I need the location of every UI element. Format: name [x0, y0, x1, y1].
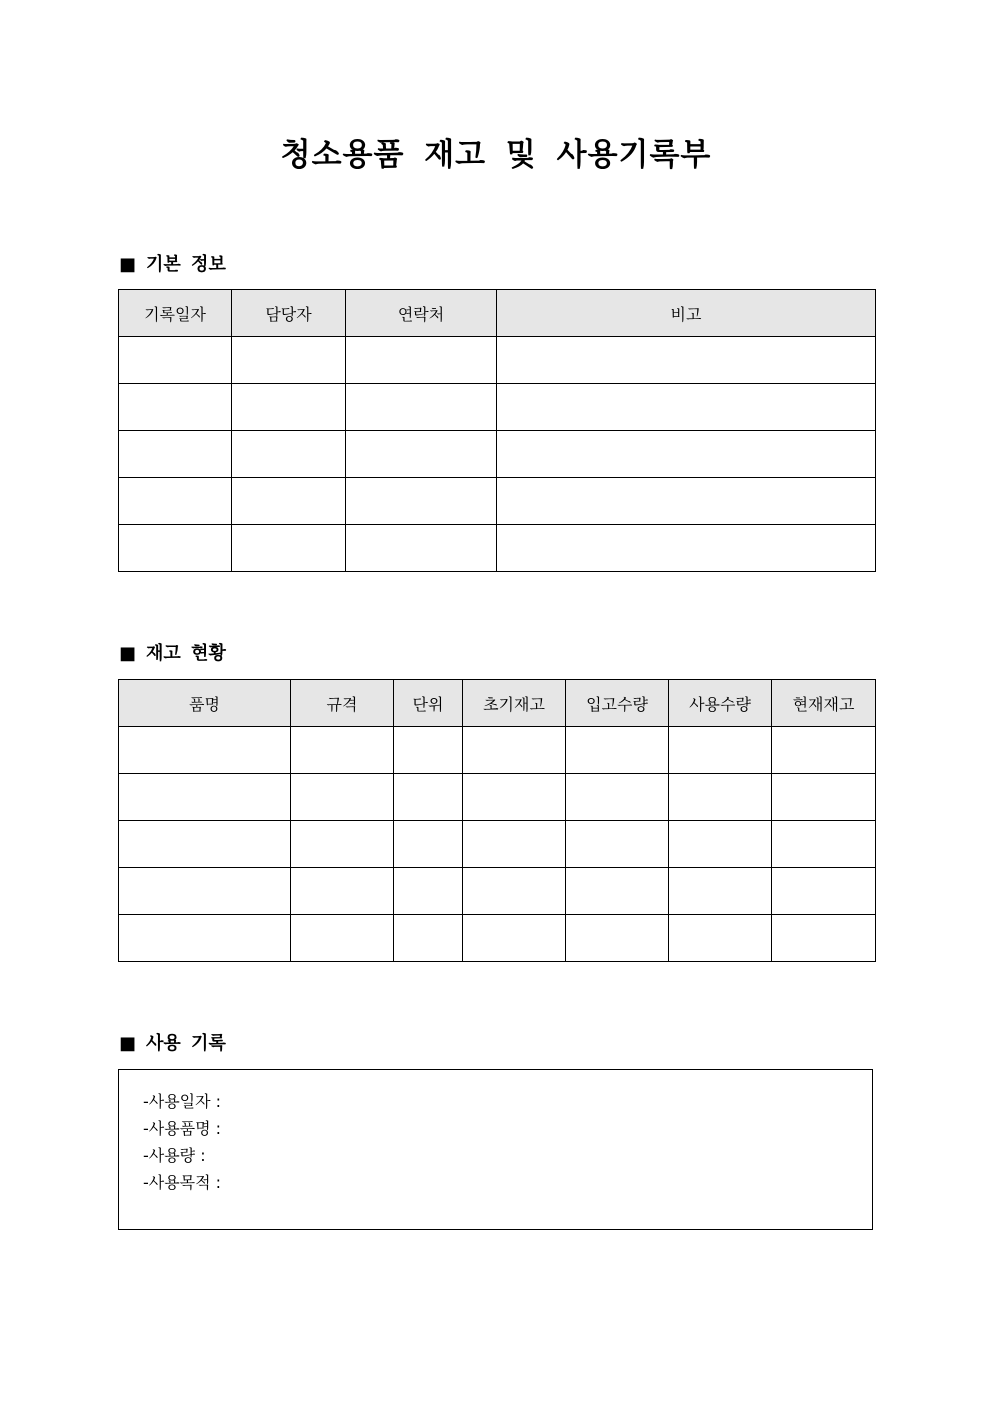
- table-cell[interactable]: [463, 821, 566, 868]
- table-row: [119, 337, 876, 384]
- table-cell[interactable]: [291, 774, 394, 821]
- usage-amount-field[interactable]: -사용량 :: [143, 1146, 206, 1165]
- table-cell[interactable]: [497, 431, 876, 478]
- column-header-manager: 담당자: [232, 290, 346, 337]
- table-row: [119, 915, 876, 962]
- square-bullet-icon: ■: [119, 254, 137, 275]
- usage-date-field[interactable]: -사용일자 :: [143, 1092, 222, 1111]
- table-cell[interactable]: [669, 821, 772, 868]
- square-bullet-icon: ■: [119, 643, 137, 664]
- basic-info-table: [118, 289, 876, 572]
- table-cell[interactable]: [119, 727, 291, 774]
- usage-record-box[interactable]: [118, 1069, 873, 1230]
- table-cell[interactable]: [669, 868, 772, 915]
- table-cell[interactable]: [119, 431, 232, 478]
- table-cell[interactable]: [291, 915, 394, 962]
- table-row: [119, 384, 876, 431]
- section-heading-basic-info: [119, 253, 226, 277]
- column-header-used-qty: 사용수량: [669, 680, 772, 727]
- table-cell[interactable]: [119, 774, 291, 821]
- table-cell[interactable]: [119, 384, 232, 431]
- table-cell[interactable]: [566, 915, 669, 962]
- table-cell[interactable]: [772, 868, 876, 915]
- table-cell[interactable]: [566, 727, 669, 774]
- table-cell[interactable]: [119, 821, 291, 868]
- table-cell[interactable]: [232, 431, 346, 478]
- table-row: [119, 478, 876, 525]
- column-header-unit: 단위: [394, 680, 463, 727]
- table-cell[interactable]: [394, 821, 463, 868]
- table-header-row: [119, 680, 876, 727]
- table-cell[interactable]: [346, 384, 497, 431]
- table-cell[interactable]: [497, 337, 876, 384]
- table-header-row: [119, 290, 876, 337]
- table-cell[interactable]: [669, 915, 772, 962]
- section-title: 사용 기록: [146, 1033, 226, 1054]
- table-cell[interactable]: [291, 868, 394, 915]
- table-cell[interactable]: [232, 337, 346, 384]
- table-cell[interactable]: [566, 868, 669, 915]
- section-title: 재고 현황: [146, 643, 226, 664]
- table-cell[interactable]: [772, 915, 876, 962]
- table-cell[interactable]: [119, 525, 232, 572]
- square-bullet-icon: ■: [119, 1033, 137, 1054]
- table-row: [119, 774, 876, 821]
- section-heading-inventory: [119, 642, 226, 666]
- column-header-contact: 연락처: [346, 290, 497, 337]
- table-cell[interactable]: [346, 431, 497, 478]
- table-cell[interactable]: [566, 821, 669, 868]
- table-cell[interactable]: [463, 727, 566, 774]
- table-cell[interactable]: [772, 774, 876, 821]
- table-cell[interactable]: [232, 384, 346, 431]
- table-cell[interactable]: [463, 868, 566, 915]
- table-cell[interactable]: [291, 821, 394, 868]
- table-cell[interactable]: [232, 525, 346, 572]
- table-row: [119, 821, 876, 868]
- table-cell[interactable]: [772, 821, 876, 868]
- table-cell[interactable]: [119, 337, 232, 384]
- column-header-remarks: 비고: [497, 290, 876, 337]
- table-cell[interactable]: [394, 727, 463, 774]
- table-cell[interactable]: [119, 478, 232, 525]
- table-cell[interactable]: [497, 478, 876, 525]
- column-header-current-stock: 현재재고: [772, 680, 876, 727]
- table-cell[interactable]: [232, 478, 346, 525]
- table-row: [119, 868, 876, 915]
- column-header-received-qty: 입고수량: [566, 680, 669, 727]
- table-cell[interactable]: [566, 774, 669, 821]
- usage-item-field[interactable]: -사용품명 :: [143, 1119, 222, 1138]
- table-cell[interactable]: [463, 774, 566, 821]
- table-cell[interactable]: [346, 337, 497, 384]
- table-cell[interactable]: [394, 868, 463, 915]
- section-title: 기본 정보: [146, 254, 226, 275]
- table-row: [119, 431, 876, 478]
- column-header-spec: 규격: [291, 680, 394, 727]
- table-cell[interactable]: [119, 915, 291, 962]
- column-header-initial-stock: 초기재고: [463, 680, 566, 727]
- table-row: [119, 525, 876, 572]
- table-cell[interactable]: [291, 727, 394, 774]
- table-cell[interactable]: [346, 525, 497, 572]
- table-cell[interactable]: [119, 868, 291, 915]
- table-cell[interactable]: [394, 774, 463, 821]
- usage-record-list: [143, 1088, 221, 1196]
- column-header-item-name: 품명: [119, 680, 291, 727]
- table-cell[interactable]: [497, 384, 876, 431]
- document-title: 청소용품 재고 및 사용기록부: [280, 137, 712, 173]
- inventory-table: [118, 679, 876, 962]
- table-cell[interactable]: [669, 774, 772, 821]
- table-cell[interactable]: [497, 525, 876, 572]
- table-cell[interactable]: [394, 915, 463, 962]
- table-row: [119, 727, 876, 774]
- table-cell[interactable]: [669, 727, 772, 774]
- table-cell[interactable]: [346, 478, 497, 525]
- table-cell[interactable]: [463, 915, 566, 962]
- table-cell[interactable]: [772, 727, 876, 774]
- section-heading-usage-record: [119, 1032, 226, 1056]
- column-header-record-date: 기록일자: [119, 290, 232, 337]
- usage-purpose-field[interactable]: -사용목적 :: [143, 1173, 222, 1192]
